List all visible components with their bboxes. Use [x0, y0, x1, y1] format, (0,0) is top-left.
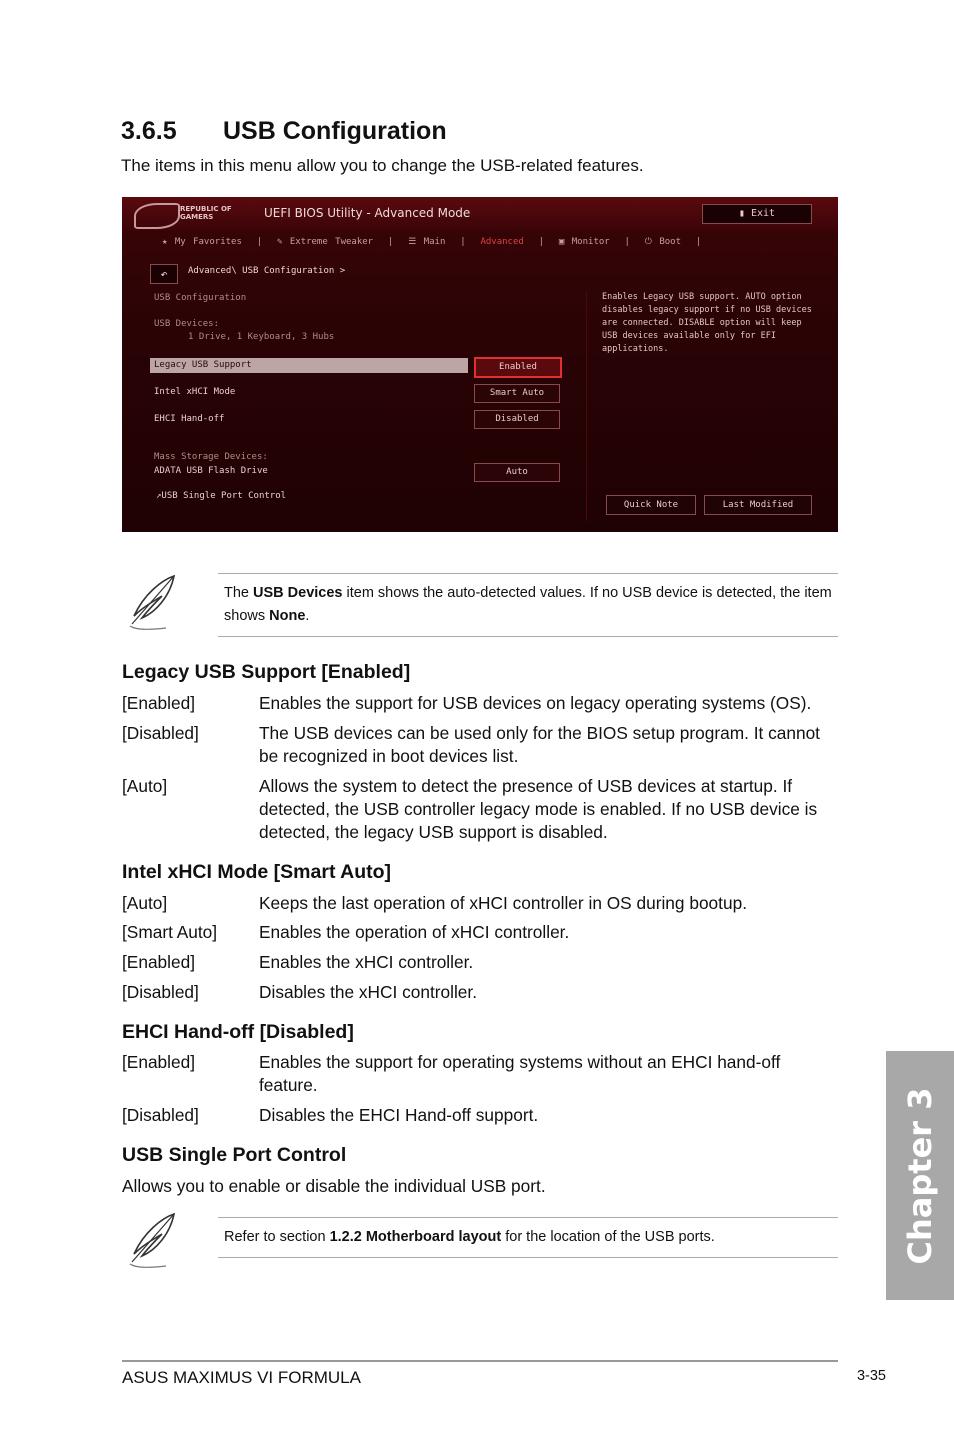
- nav-my-favorites[interactable]: My Favorites: [174, 237, 242, 247]
- footer-product: ASUS MAXIMUS VI FORMULA: [122, 1368, 361, 1387]
- note1-bold-usb-devices: USB Devices: [253, 585, 343, 601]
- option-key: [Smart Auto]: [122, 922, 218, 942]
- option-desc: Keeps the last operation of xHCI controller in OS during bootup.: [259, 893, 747, 913]
- option-desc: Disables the EHCI Hand-off support.: [259, 1105, 539, 1125]
- chapter-tab-label: Chapter 3: [901, 1087, 939, 1264]
- star-icon: ★: [162, 237, 168, 247]
- legacy-row-auto: [122, 775, 832, 845]
- section-title: [121, 117, 447, 146]
- legacy-usb-support-value[interactable]: Enabled: [474, 357, 562, 378]
- intel-xhci-mode-value[interactable]: Smart Auto: [474, 384, 560, 403]
- note2-pre: Refer to section: [224, 1229, 330, 1245]
- mass-storage-label: Mass Storage Devices:: [154, 452, 268, 462]
- ehci-hand-off-value[interactable]: Disabled: [474, 410, 560, 429]
- option-key: [Enabled]: [122, 1052, 196, 1072]
- adata-flash-drive-value[interactable]: Auto: [474, 463, 560, 482]
- submenu-arrow-icon: ↗: [156, 491, 162, 501]
- usb-single-port-control-item[interactable]: [156, 491, 286, 501]
- nav-extreme-tweaker[interactable]: Extreme Tweaker: [289, 237, 374, 247]
- power-icon: ⏻: [644, 237, 652, 247]
- option-desc: The USB devices can be used only for the BIOS setup program. It cannot be recognized in boot devices list.: [259, 723, 820, 766]
- note-usb-devices: [218, 573, 838, 637]
- legacy-row-enabled: [122, 692, 832, 716]
- usb-single-port-control-label: USB Single Port Control: [161, 491, 287, 501]
- bios-brand: REPUBLIC OF GAMERS: [180, 205, 232, 221]
- note1-post: .: [305, 608, 310, 624]
- bios-help-text: Enables Legacy USB support. AUTO option disables legacy support if no USB devices are connected. DISABLE option will keep USB devices available only for EFI applications.: [602, 292, 812, 354]
- bios-title: UEFI BIOS Utility - Advanced Mode: [264, 206, 471, 220]
- help-divider: [586, 291, 587, 521]
- nav-main[interactable]: Main: [423, 237, 446, 247]
- list-icon: ☰: [408, 237, 417, 247]
- nav-monitor[interactable]: Monitor: [571, 237, 610, 247]
- nav-advanced[interactable]: Advanced: [480, 237, 524, 247]
- ehci-heading: EHCI Hand-off [Disabled]: [122, 1021, 354, 1043]
- option-key: [Auto]: [122, 893, 168, 913]
- monitor-icon: ▣: [558, 237, 565, 247]
- single-port-text: Allows you to enable or disable the individual USB port.: [122, 1176, 546, 1196]
- footer-divider: [122, 1360, 838, 1362]
- bios-screenshot: [122, 197, 838, 532]
- bios-breadcrumb: Advanced\ USB Configuration >: [188, 266, 346, 276]
- exit-button[interactable]: ▮ Exit: [702, 204, 812, 224]
- note1-mid: item shows the auto-detected values. If no USB device is detected, the item shows: [224, 585, 832, 624]
- page-number: 3-35: [856, 1368, 886, 1384]
- note1-bold-none: None: [269, 608, 306, 624]
- option-key: [Enabled]: [122, 693, 196, 713]
- bios-nav: ★ My Favorites | ✎ Extreme Tweaker | ☰ Main | Advanced | ▣ Monitor | ⏻ Boot |: [162, 237, 702, 247]
- note2-bold-section: 1.2.2 Motherboard layout: [329, 1229, 502, 1245]
- note1-pre: The: [224, 585, 254, 601]
- option-desc: Enables the xHCI controller.: [259, 952, 474, 972]
- back-button[interactable]: [150, 264, 178, 284]
- tweaker-icon: ✎: [276, 237, 283, 247]
- option-desc: Disables the xHCI controller.: [259, 982, 478, 1002]
- rog-logo-icon: [134, 203, 180, 229]
- note-motherboard-layout: [218, 1217, 838, 1258]
- feather-pen-icon: [122, 572, 182, 632]
- section-title-text: USB Configuration: [223, 117, 447, 145]
- legacy-usb-support-item[interactable]: Legacy USB Support: [154, 360, 252, 370]
- option-desc: Enables the operation of xHCI controller.: [259, 922, 570, 942]
- exit-label: Exit: [750, 208, 776, 219]
- adata-flash-drive-item[interactable]: ADATA USB Flash Drive: [154, 466, 268, 476]
- xhci-heading: Intel xHCI Mode [Smart Auto]: [122, 861, 392, 883]
- nav-boot[interactable]: Boot: [659, 237, 682, 247]
- option-key: [Enabled]: [122, 952, 196, 972]
- section-number: 3.6.5: [121, 117, 177, 145]
- usb-configuration-label: USB Configuration: [154, 293, 247, 303]
- intel-xhci-mode-item[interactable]: Intel xHCI Mode: [154, 387, 236, 397]
- option-desc: Enables the support for USB devices on legacy operating systems (OS).: [259, 693, 812, 713]
- legacy-usb-heading: Legacy USB Support [Enabled]: [122, 661, 411, 683]
- quick-note-button[interactable]: Quick Note: [606, 495, 696, 515]
- option-desc: Allows the system to detect the presence of USB devices at startup. If detected, the USB controller legacy mode is enabled. If no USB device is detected, the legacy USB support is disabled.: [259, 776, 818, 842]
- usb-devices-label: USB Devices:: [154, 319, 220, 329]
- last-modified-button[interactable]: Last Modified: [704, 495, 812, 515]
- legacy-row-disabled: [122, 722, 832, 770]
- intro-text: The items in this menu allow you to change the USB-related features.: [121, 156, 644, 175]
- usb-devices-value: 1 Drive, 1 Keyboard, 3 Hubs: [188, 332, 335, 342]
- option-key: [Disabled]: [122, 982, 199, 1002]
- back-arrow-icon: ↶: [160, 267, 168, 281]
- note2-post: for the location of the USB ports.: [501, 1229, 715, 1245]
- option-key: [Disabled]: [122, 723, 199, 743]
- option-key: [Auto]: [122, 776, 168, 796]
- feather-pen-icon: [122, 1210, 182, 1270]
- option-desc: Enables the support for operating systems without an EHCI hand-off feature.: [259, 1052, 781, 1095]
- single-port-heading: USB Single Port Control: [122, 1144, 347, 1166]
- chapter-tab: [886, 1051, 954, 1300]
- option-key: [Disabled]: [122, 1105, 199, 1125]
- ehci-hand-off-item[interactable]: EHCI Hand-off: [154, 414, 225, 424]
